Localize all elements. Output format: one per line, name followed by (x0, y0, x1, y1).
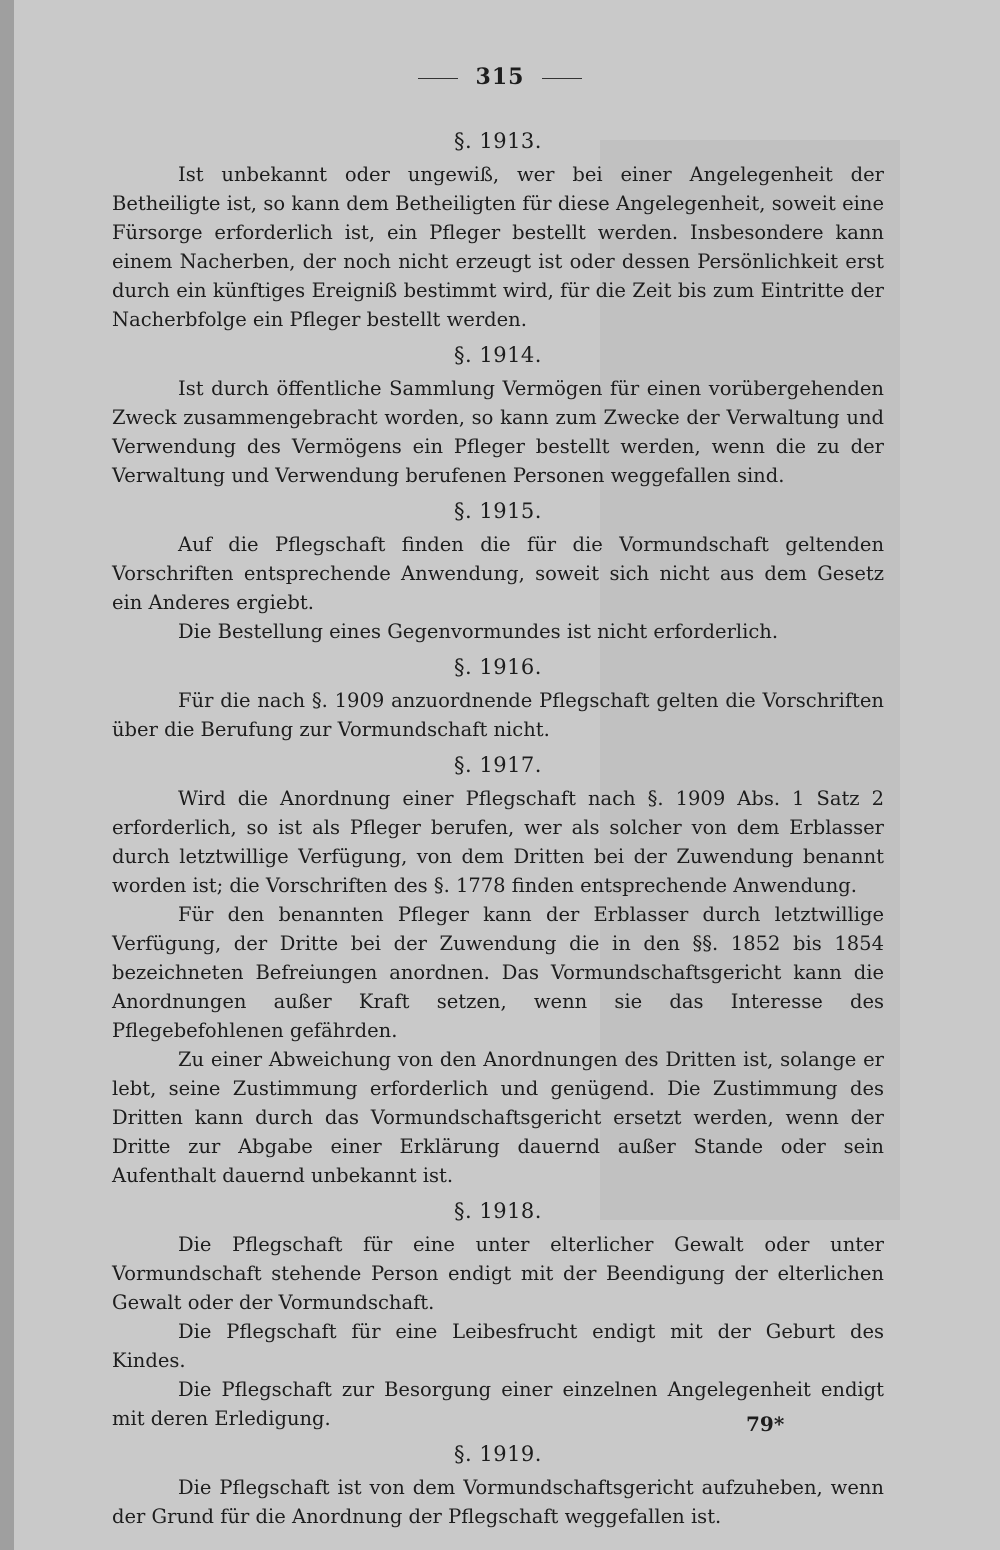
section-1916 (112, 652, 884, 744)
section-paragraph: Für den benannten Pfleger kann der Erblasser durch letztwillige Verfügung, der Dritte bei der Zuwendung die in den §§. 1852 bis 1854 bezeichneten Befreiungen anordnen. Das Vormundschaftsgericht kann die Anordnungen außer Kraft setzen, wenn sie das Interesse des Pflegebefohlenen gefährden. (112, 903, 884, 1042)
section-paragraph: Die Pflegschaft für eine Leibesfrucht endigt mit der Geburt des Kindes. (112, 1320, 884, 1372)
section-heading: §. 1916. (454, 655, 542, 679)
section-heading: §. 1914. (454, 343, 542, 367)
section-1914 (112, 340, 884, 490)
section-1913 (112, 126, 884, 334)
section-1915 (112, 496, 884, 646)
section-paragraph: Ist durch öffentliche Sammlung Vermögen für einen vorübergehenden Zweck zusammengebracht worden, so kann zum Zwecke der Verwaltung und Verwendung des Vermögens ein Pfleger bestellt werden, wenn die zu der Verwaltung und Verwendung berufenen Personen weggefallen sind. (112, 377, 884, 487)
section-paragraph: Die Pflegschaft für eine unter elterlicher Gewalt oder unter Vormundschaft stehende Person endigt mit der Beendigung der elterlichen Gewalt oder der Vormundschaft. (112, 1233, 884, 1314)
header-dash-left (418, 78, 458, 79)
section-heading: §. 1915. (454, 499, 542, 523)
section-paragraph: Zu einer Abweichung von den Anordnungen des Dritten ist, solange er lebt, seine Zustimmung erforderlich und genügend. Die Zustimmung des Dritten kann durch das Vormundschaftsgericht ersetzt werden, wenn der Dritte zur Abgabe einer Erklärung dauernd außer Stande oder sein Aufenthalt dauernd unbekannt ist. (112, 1048, 884, 1187)
section-paragraph: Wird die Anordnung einer Pflegschaft nach §. 1909 Abs. 1 Satz 2 erforderlich, so ist als Pfleger berufen, wer als solcher von dem Erblasser durch letztwillige Verfügung, von dem Dritten bei der Zuwendung benannt worden ist; die Vorschriften des §. 1778 finden entsprechende Anwendung. (112, 787, 884, 897)
page-content (112, 120, 884, 1531)
section-paragraph: Auf die Pflegschaft finden die für die Vormundschaft geltenden Vorschriften entsprechende Anwendung, soweit sich nicht aus dem Gesetz ein Anderes ergiebt. (112, 533, 884, 614)
section-heading: §. 1913. (454, 129, 542, 153)
section-paragraph: Ist unbekannt oder ungewiß, wer bei einer Angelegenheit der Betheiligte ist, so kann dem Betheiligten für diese Angelegenheit, soweit eine Fürsorge erforderlich ist, ein Pfleger bestellt werden. Insbesondere kann einem Nacherben, der noch nicht erzeugt ist oder dessen Persönlichkeit erst durch ein künftiges Ereigniß bestimmt wird, für die Zeit bis zum Eintritte der Nacherbfolge ein Pfleger bestellt werden. (112, 163, 884, 331)
page-header (0, 64, 1000, 90)
header-dash-right (542, 78, 582, 79)
section-1919 (112, 1439, 884, 1531)
section-heading: §. 1919. (454, 1442, 542, 1466)
page-binding-edge (0, 0, 14, 1550)
page-number: 315 (475, 64, 525, 90)
signature-mark: 79* (746, 1412, 785, 1436)
section-1918 (112, 1196, 884, 1433)
section-paragraph: Für die nach §. 1909 anzuordnende Pflegschaft gelten die Vorschriften über die Berufung zur Vormundschaft nicht. (112, 689, 884, 741)
section-heading: §. 1918. (454, 1199, 542, 1223)
section-heading: §. 1917. (454, 753, 542, 777)
section-1917 (112, 750, 884, 1190)
section-paragraph: Die Pflegschaft ist von dem Vormundschaftsgericht aufzuheben, wenn der Grund für die Anordnung der Pflegschaft weggefallen ist. (112, 1476, 884, 1528)
section-paragraph: Die Pflegschaft zur Besorgung einer einzelnen Angelegenheit endigt mit deren Erledigung. (112, 1378, 884, 1430)
section-paragraph: Die Bestellung eines Gegenvormundes ist nicht erforderlich. (178, 620, 779, 643)
